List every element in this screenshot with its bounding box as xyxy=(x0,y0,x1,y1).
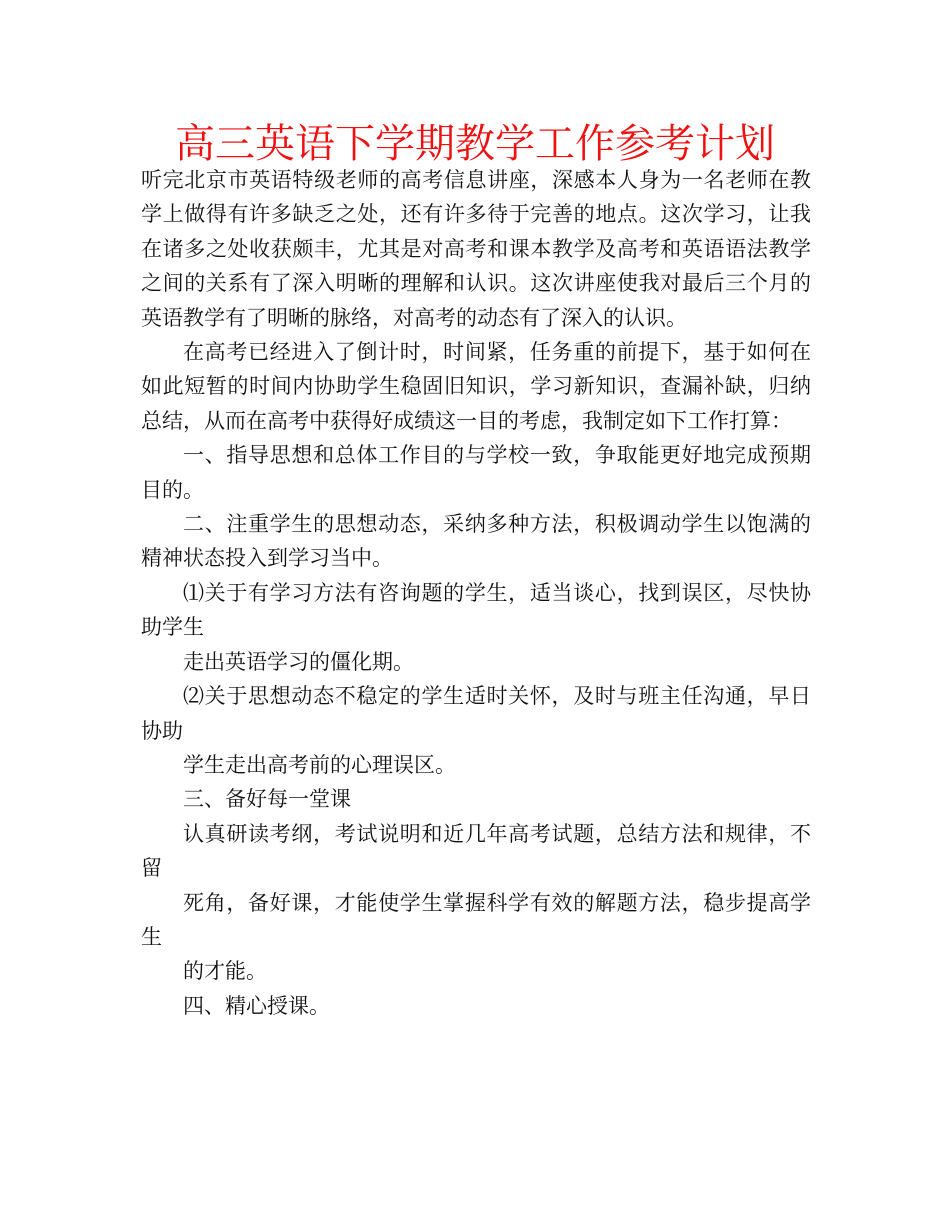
paragraph-section-4: 四、精心授课。 xyxy=(183,993,330,1018)
paragraph-section-3-line-1: 认真研读考纲，考试说明和近几年高考试题，总结方法和规律，不留 xyxy=(141,821,811,881)
paragraph-section-1: 一、指导思想和总体工作目的与学校一致，争取能更好地完成预期目的。 xyxy=(141,443,811,502)
paragraph-intro: 听完北京市英语特级老师的高考信息讲座，深感本人身为一名老师在教学上做得有许多缺乏之处，还有许多待于完善的地点。这次学习，让我在诸多之处收获颇丰，尤其是对高考和课本教学及高考和英语语法教学之间的关系有了深入明晰的理解和认识。这次讲座使我对最后三个月的英语教学有了明晰的脉络，对高考的动态有了深入的认识。 xyxy=(141,168,811,330)
paragraph-item-2-cont: 学生走出高考前的心理误区。 xyxy=(183,752,456,777)
paragraph-section-2: 二、注重学生的思想动态，采纳多种方法，积极调动学生以饱满的精神状态投入到学习当中。 xyxy=(141,512,811,571)
paragraph-section-3-line-2: 死角，备好课，才能使学生掌握科学有效的解题方法，稳步提高学生 xyxy=(141,890,811,949)
paragraph-item-2: ⑵关于思想动态不稳定的学生适时关怀，及时与班主任沟通，早日协助 xyxy=(141,684,811,743)
paragraph-section-3-line-3: 的才能。 xyxy=(183,959,267,984)
paragraph-item-1: ⑴关于有学习方法有咨询题的学生，适当谈心，找到误区，尽快协助学生 xyxy=(141,580,811,640)
paragraph-section-3: 三、备好每一堂课 xyxy=(183,787,351,812)
paragraph-background: 在高考已经进入了倒计时，时间紧，任务重的前提下，基于如何在如此短暂的时间内协助学生稳固旧知识，学习新知识，查漏补缺，归纳总结，从而在高考中获得好成绩这一目的考虑，我制定如下工作打算： xyxy=(141,340,811,433)
document-title: 高三英语下学期教学工作参考计划 xyxy=(175,121,775,167)
paragraph-item-1-cont: 走出英语学习的僵化期。 xyxy=(183,649,414,674)
document-body xyxy=(141,163,811,1023)
